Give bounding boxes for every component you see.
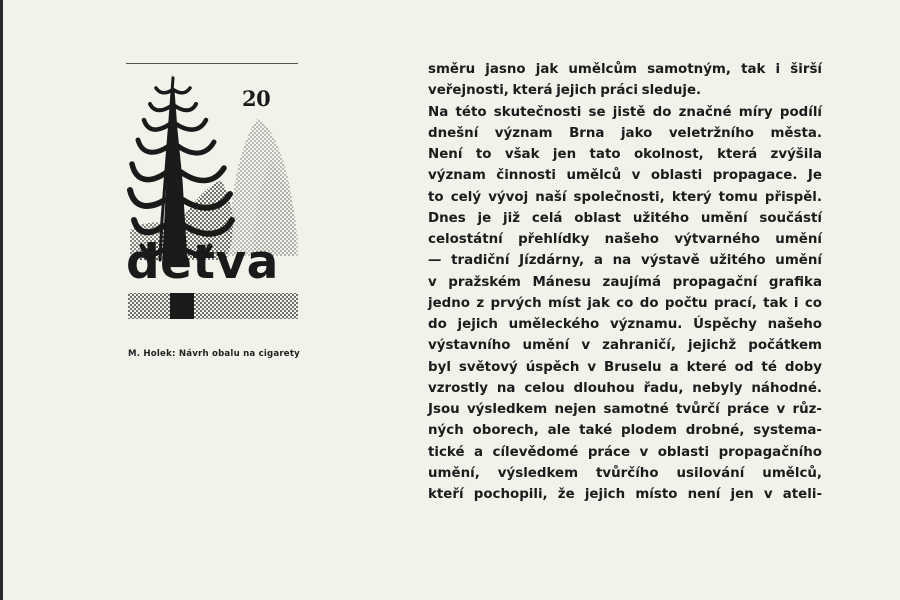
tree-trunk-base-icon	[170, 293, 194, 319]
text-line: vzrostly na celou dlouhou řadu, nebyly náhodné.	[428, 380, 822, 396]
text-line: — tradiční Jízdárny, a na výstavě užitého umění	[428, 253, 822, 269]
text-line: celostátní přehlídky našeho výtvarného umění	[428, 232, 822, 247]
text-line: Není to však jen tato okolnost, která zvýšila	[428, 147, 822, 162]
text-line: výstavního umění v zahraničí, jejichž počátkem	[428, 338, 822, 354]
cigarette-package-design	[126, 60, 301, 325]
text-line: to celý vývoj naší společnosti, který tomu přispěl.	[428, 189, 822, 205]
text-line: veřejnosti, která jejich práci sleduje.	[428, 83, 702, 99]
text-line: ných oborech, ale také plodem drobné, systema-	[428, 423, 822, 439]
text-line: Dnes je již celá oblast užitého umění součástí	[428, 210, 822, 226]
scan-edge	[0, 0, 3, 600]
body-text-column	[428, 59, 822, 505]
text-line: Jsou výsledkem nejen samotné tvůrčí práce v růz-	[428, 402, 822, 417]
text-line: tické a cílevědomé práce v oblasti propagačního	[428, 444, 822, 460]
text-line: jedno z prvých míst jak co do počtu prací, tak i co	[428, 295, 822, 311]
package-brand-name: detva	[126, 235, 279, 290]
text-line: dnešní význam Brna jako veletržního města.	[428, 125, 822, 141]
text-line: směru jasno jak umělcům samotným, tak i širší	[428, 62, 822, 77]
package-price: 20	[242, 86, 271, 111]
text-line: význam činnosti umělců v oblasti propagace. Je	[428, 168, 822, 184]
text-line: do jejich uměleckého významu. Úspěchy našeho	[428, 317, 822, 332]
figure-caption: M. Holek: Návrh obalu na cigarety	[128, 349, 300, 359]
text-line: kteří pochopili, že jejich místo není jen v ateli-	[428, 487, 822, 502]
text-line: byl světový úspěch v Bruselu a které od té doby	[428, 359, 822, 375]
text-line: umění, výsledkem tvůrčího usilování umělců,	[428, 465, 822, 481]
text-line: Na této skutečnosti se jistě do značné míry podílí	[428, 104, 822, 120]
text-line: v pražském Mánesu zaujímá propagační grafika	[428, 274, 822, 290]
